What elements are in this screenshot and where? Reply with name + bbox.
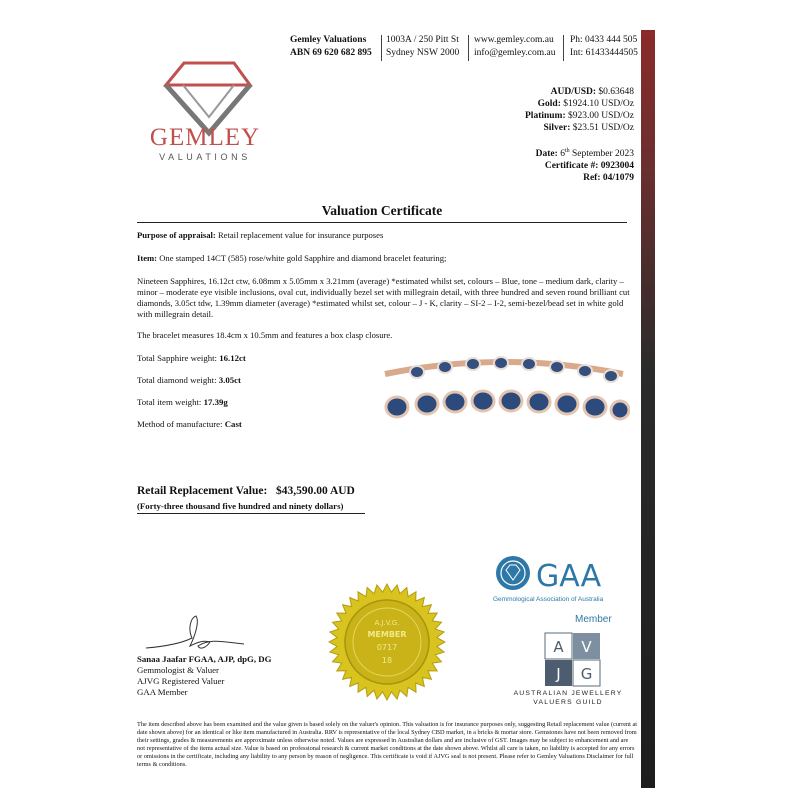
retail-value-words: (Forty-three thousand five hundred and ninety dollars) — [137, 501, 344, 511]
intl-phone-number: Int: 61433444505 — [570, 48, 638, 58]
bracelet-measures: The bracelet measures 18.4cm x 10.5mm and features a box clasp closure. — [137, 330, 393, 340]
date-label: Date: — [535, 149, 558, 160]
aud-usd-value: $0.63648 — [598, 87, 634, 97]
platinum-value: $923.00 USD/Oz — [568, 111, 634, 121]
certificate-number: 0923004 — [600, 161, 634, 172]
manufacture-method-label: Method of manufacture: — [137, 419, 223, 429]
item-weight — [137, 397, 228, 407]
address-line-1: 1003A / 250 Pitt St — [386, 35, 459, 45]
item-label: Item: — [137, 253, 158, 263]
retail-value — [137, 485, 355, 497]
silver-value: $23.51 USD/Oz — [572, 123, 634, 133]
company-info — [290, 34, 372, 60]
ajvg-logo — [544, 632, 602, 687]
retail-value-rule — [137, 513, 365, 514]
date-rest: September 2023 — [571, 149, 634, 160]
gaa-full-name: Gemmological Association of Australia — [493, 596, 604, 603]
bracelet-image — [375, 352, 630, 442]
certificate-meta — [536, 145, 634, 184]
phone-number: Ph: 0433 444 505 — [570, 35, 638, 45]
gaa-member-label: Member — [575, 614, 612, 625]
header-divider — [563, 35, 564, 61]
logo-subtitle: VALUATIONS — [159, 152, 251, 162]
purpose-line — [137, 230, 632, 241]
signer-title-1: Gemmologist & Valuer — [137, 665, 219, 675]
gaa-logo-text: GAA — [536, 559, 602, 594]
manufacture-method — [137, 419, 242, 429]
diamond-weight-value: 3.05ct — [218, 375, 241, 385]
diamond-weight-label: Total diamond weight: — [137, 375, 217, 385]
header-divider — [381, 35, 382, 61]
website-link[interactable]: www.gemley.com.au — [474, 35, 554, 45]
gold-value: $1924.10 USD/Oz — [563, 99, 634, 109]
ajvg-name-line-1: AUSTRALIAN JEWELLERY — [513, 690, 623, 697]
company-address — [386, 34, 459, 60]
disclaimer-text: The item described above has been examined and the value given is based solely on the valuer's opinion. This valuation is for insurance purposes only, suggesting Retail replacement value (current at date shown above) for an identical or like item manufactured in Australia. RRV is representative of the local Sydney CBD market, in a bricks & mortar store. Gemstones have not been removed from their settings, grades & measurements are approximate unless otherwise noted. Values are expressed in Australian dollars and are inclusive of GST. Images may be subject to enhancement and are not representative of the items actual size. Value is based on professional research & current market conditions at the date shown above. Whilst all care is taken, no liability is accepted for any errors or omissions in the certificate, including any liability to any person by reason of negligence. This certificate is void if AJVG seal is not present. Please refer to Gemley Valuations Disclaimer for full terms & conditions. — [137, 721, 638, 768]
purpose-value: Retail replacement value for insurance purposes — [217, 230, 384, 240]
ajvg-name — [504, 689, 632, 707]
ajvg-letter-g: G — [580, 665, 593, 683]
sapphire-weight-label: Total Sapphire weight: — [137, 353, 218, 363]
title-rule — [137, 222, 627, 223]
item-value: One stamped 14CT (585) rose/white gold Sapphire and diamond bracelet featuring; — [159, 253, 447, 263]
platinum-label: Platinum: — [525, 111, 566, 121]
signer-block — [137, 654, 271, 698]
diamond-weight — [137, 375, 241, 385]
item-weight-label: Total item weight: — [137, 397, 202, 407]
seal-line-4: 18 — [381, 656, 393, 665]
ajvg-letter-j: J — [556, 665, 561, 683]
item-line — [137, 253, 632, 264]
signer-name: Sanaa Jaafar FGAA, AJP, dpG, DG — [137, 654, 272, 664]
logo-name: GEMLEY — [149, 124, 261, 151]
company-name: Gemley Valuations — [290, 35, 367, 45]
company-phone — [570, 34, 638, 60]
ajvg-name-line-2: VALUERS GUILD — [533, 699, 603, 706]
retail-value-label: Retail Replacement Value: — [137, 485, 268, 497]
signer-title-3: GAA Member — [137, 687, 188, 697]
item-description: Nineteen Sapphires, 16.12ct ctw, 6.08mm x 5.05mm x 3.21mm (average) *estimated whilst set, colours – Blue, tone – medium dark, clarity – minor – moderate eye visible inclusions, oval cut, individually bezel set with millegrain detail, with three hundred and seven round brilliant cut diamonds, 3.05ct tdw, 1.39mm diameter (average) *estimated whilst set, colour – J - K, clarity – SI-2 – I-2, semi-bezel/bead set in white gold with millegrain detail. — [137, 276, 630, 319]
address-line-2: Sydney NSW 2000 — [386, 48, 460, 58]
date-day: 6 — [560, 149, 565, 160]
company-abn: ABN 69 620 682 895 — [290, 48, 372, 58]
sapphire-weight — [137, 353, 246, 363]
manufacture-method-value: Cast — [224, 419, 242, 429]
purpose-label: Purpose of appraisal: — [137, 230, 216, 240]
seal-line-3: 0717 — [376, 643, 398, 652]
header-divider — [468, 35, 469, 61]
ajvg-letter-a: A — [553, 638, 564, 656]
seal-line-2: MEMBER — [367, 630, 407, 639]
ref-number: 04/1079 — [602, 173, 634, 184]
ref-label: Ref: — [583, 173, 601, 184]
ajvg-letter-v: V — [581, 638, 592, 656]
gold-label: Gold: — [537, 99, 561, 109]
sapphire-weight-value: 16.12ct — [219, 353, 246, 363]
company-web — [474, 34, 555, 60]
certificate-label: Certificate #: — [544, 161, 599, 172]
seal-line-1: A.J.V.G. — [374, 619, 400, 627]
item-weight-value: 17.39g — [203, 397, 228, 407]
date-suffix: th — [564, 148, 570, 154]
decorative-sidebar-bar — [641, 30, 655, 788]
retail-value-amount: $43,590.00 AUD — [275, 485, 355, 497]
aud-usd-label: AUD/USD: — [550, 87, 596, 97]
silver-label: Silver: — [543, 123, 571, 133]
page-title: Valuation Certificate — [321, 203, 443, 218]
ajvg-seal-icon — [328, 583, 446, 701]
email-link[interactable]: info@gemley.com.au — [474, 48, 556, 58]
signer-title-2: AJVG Registered Valuer — [137, 676, 225, 686]
metal-rates — [525, 86, 634, 134]
